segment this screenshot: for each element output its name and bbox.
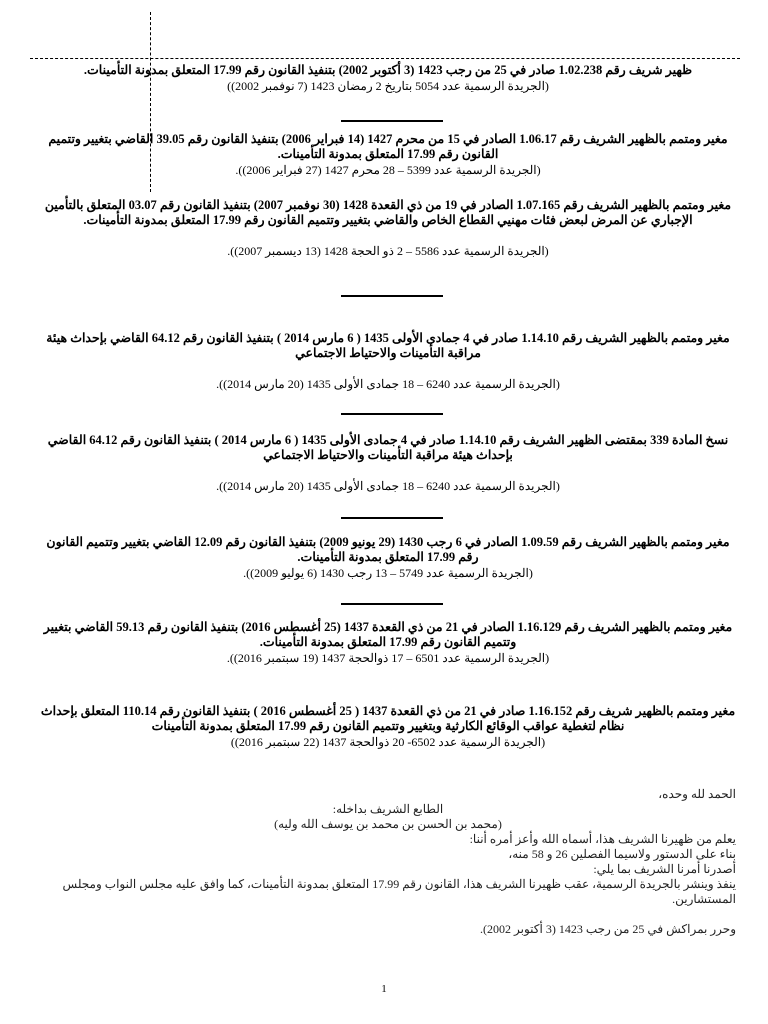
signed-line: وحرر بمراكش في 25 من رجب 1423 (3 أكتوبر 2002). bbox=[479, 922, 736, 936]
legal-entry bbox=[40, 704, 736, 750]
page-number: 1 bbox=[381, 983, 387, 995]
separator-line bbox=[341, 517, 443, 519]
entry-title: مغير ومتمم بالظهير الشريف رقم 1.07.165 الصادر في 19 من ذي القعدة 1428 (30 نوفمبر 2007) بتنفيذ القانون رقم 03.07 المتعلق بالتأمين الإجباري عن المرض لبعض فئات مهنيي القطاع الخاص والقاضي بتغيير وتتميم القانون رقم 17.99 المتعلق بمدونة التأمينات. bbox=[44, 198, 732, 227]
praise-line: الحمد لله وحده، bbox=[658, 787, 736, 801]
entry-title: ظهير شريف رقم 1.02.238 صادر في 25 من رجب 1423 (3 أكتوبر 2002) بتنفيذ القانون رقم 17.99 المتعلق بمدونة التأمينات. bbox=[83, 63, 693, 77]
dashed-guide-horizontal bbox=[30, 58, 740, 59]
entry-gazette: (الجريدة الرسمية عدد 6240 – 18 جمادى الأولى 1435 (20 مارس 2014)). bbox=[216, 479, 560, 493]
legal-entry bbox=[40, 198, 736, 259]
seal-name: (محمد بن الحسن بن محمد بن يوسف الله وليه) bbox=[274, 817, 502, 831]
separator-line bbox=[341, 295, 443, 297]
entry-title: مغير ومتمم بالظهير الشريف رقم 1.09.59 الصادر في 6 رجب 1430 (29 يونيو 2009) بتنفيذ القانون رقم 12.09 القاضي بتغيير وتتميم القانون رقم 17.99 المتعلق بمدونة التأمينات. bbox=[46, 535, 730, 564]
legal-entry bbox=[40, 535, 736, 581]
entry-gazette: (الجريدة الرسمية عدد 6501 – 17 ذوالحجة 1437 (19 سبتمبر 2016)). bbox=[226, 651, 550, 665]
separator-line bbox=[341, 413, 443, 415]
legal-entry bbox=[40, 331, 736, 392]
entry-title: مغير ومتمم بالظهير الشريف رقم 1.06.17 الصادر في 15 من محرم 1427 (14 فبراير 2006) بتنفيذ القانون رقم 39.05 القاضي بتغيير وتتميم القانون رقم 17.99 المتعلق بمدونة التأمينات. bbox=[48, 132, 728, 161]
preamble-line: يعلم من ظهيرنا الشريف هذا، أسماه الله وأعز أمره أننا: bbox=[469, 832, 736, 846]
entry-title: مغير ومتمم بالظهير الشريف رقم 1.16.129 الصادر في 21 من ذي القعدة 1437 (25 أغسطس 2016) بتنفيذ القانون رقم 59.13 القاضي بتغيير وتتميم القانون رقم 17.99 المتعلق بمدونة التأمينات. bbox=[43, 620, 733, 649]
preamble-line: أصدرنا أمرنا الشريف بما يلي: bbox=[593, 862, 736, 876]
preamble-line: ينفذ وينشر بالجريدة الرسمية، عقب ظهيرنا الشريف هذا، القانون رقم 17.99 المتعلق بمدونة التأمينات، كما وافق عليه مجلس النواب ومجلس المستشارين. bbox=[62, 877, 736, 906]
entry-title: مغير ومتمم بالظهير شريف رقم 1.16.152 صادر في 21 من ذي القعدة 1437 ( 25 أغسطس 2016 ) بتنفيذ القانون رقم 110.14 المتعلق بإحداث نظام لتغطية عواقب الوقائع الكارثية وبتغيير وتتميم القانون رقم 17.99 المتعلق بمدونة التأمينات bbox=[40, 704, 736, 733]
entry-gazette: (الجريدة الرسمية عدد 5399 – 28 محرم 1427 (27 فبراير 2006)). bbox=[235, 163, 541, 177]
dahir-preamble bbox=[40, 787, 736, 937]
entry-title: نسخ المادة 339 بمقتضى الظهير الشريف رقم 1.14.10 صادر في 4 جمادى الأولى 1435 ( 6 مارس 2014 ) بتنفيذ القانون رقم 64.12 القاضي بإحداث هيئة مراقبة التأمينات والاحتياط الاجتماعي bbox=[47, 433, 729, 462]
entry-gazette: (الجريدة الرسمية عدد 5586 – 2 ذو الحجة 1428 (13 ديسمبر 2007)). bbox=[227, 244, 549, 258]
entry-title: مغير ومتمم بالظهير الشريف رقم 1.14.10 صادر في 4 جمادى الأولى 1435 ( 6 مارس 2014 ) بتنفيذ القانون رقم 64.12 القاضي بإحداث هيئة مراقبة التأمينات والاحتياط الاجتماعي bbox=[46, 331, 730, 360]
seal-label: الطابع الشريف بداخله: bbox=[332, 802, 444, 816]
separator-line bbox=[341, 603, 443, 605]
entry-gazette: (الجريدة الرسمية عدد 6502- 20 ذوالحجة 1437 (22 سبتمبر 2016)) bbox=[230, 735, 546, 749]
entry-gazette: (الجريدة الرسمية عدد 5054 بتاريخ 2 رمضان 1423 (7 نوفمبر 2002)) bbox=[227, 79, 549, 93]
entry-gazette: (الجريدة الرسمية عدد 6240 – 18 جمادى الأولى 1435 (20 مارس 2014)). bbox=[216, 377, 560, 391]
legal-entry bbox=[40, 132, 736, 178]
entry-gazette: (الجريدة الرسمية عدد 5749 – 13 رجب 1430 (6 يوليو 2009)). bbox=[243, 566, 533, 580]
preamble-line: بناء على الدستور ولاسيما الفصلين 26 و 58 منه، bbox=[508, 847, 736, 861]
legal-entry bbox=[40, 620, 736, 666]
separator-line bbox=[341, 120, 443, 122]
legal-entry bbox=[40, 433, 736, 494]
legal-entry bbox=[40, 63, 736, 94]
